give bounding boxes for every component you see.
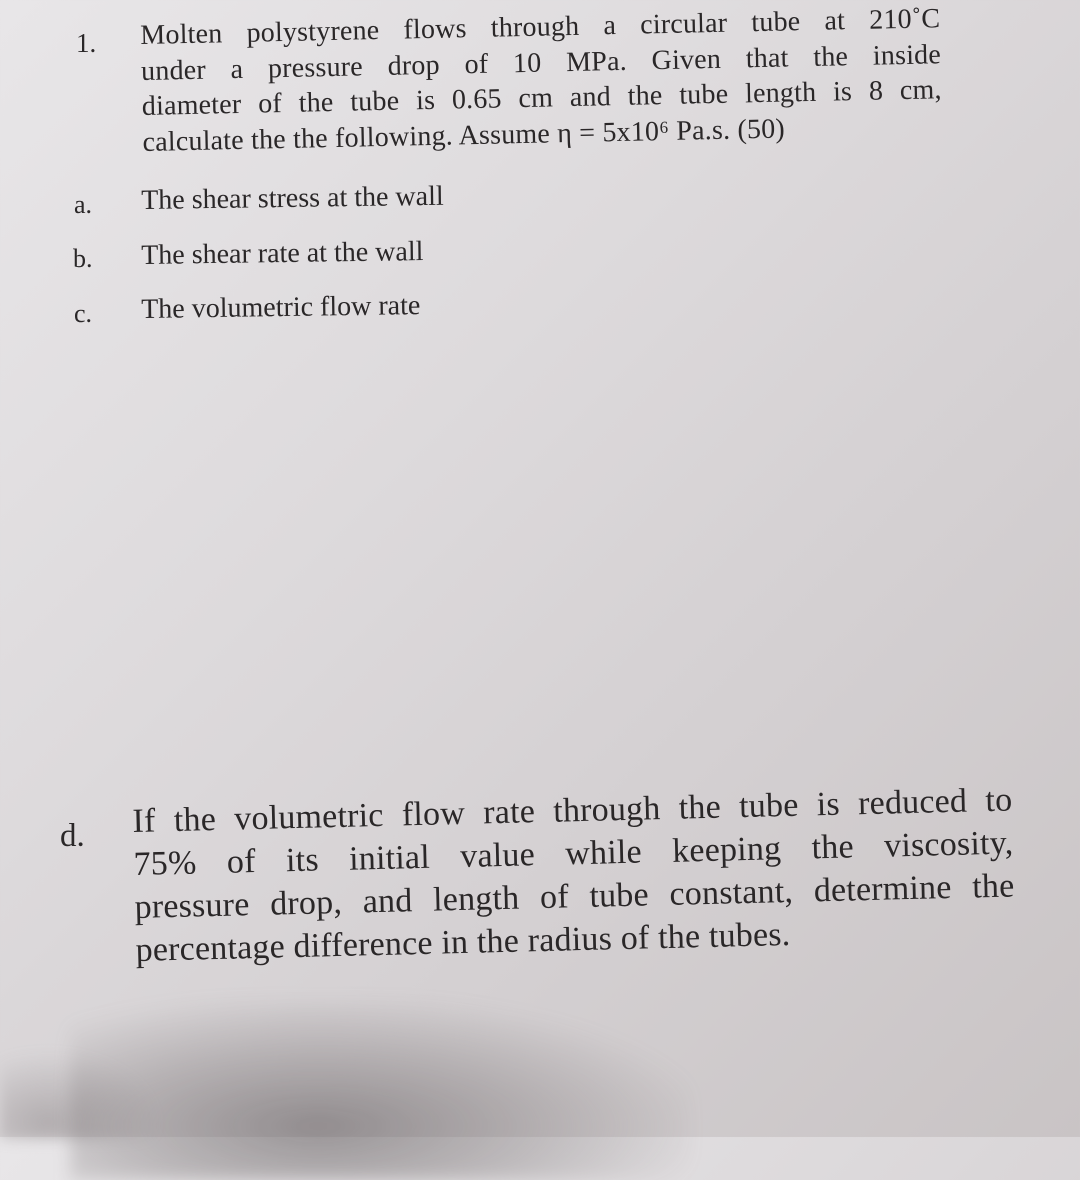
hand-shadow bbox=[70, 1000, 690, 1180]
part-d-line-3: pressure drop, and length of tube constant, determine the bbox=[134, 867, 1015, 926]
part-d-label: d. bbox=[60, 818, 85, 854]
question-1-text bbox=[140, 1, 943, 160]
question-1-line-2: under a pressure drop of 10 MPa. Given that the inside bbox=[140, 38, 942, 87]
part-b-label: b. bbox=[73, 244, 93, 273]
part-d-line-2: 75% of its initial value while keeping the viscosity, bbox=[133, 824, 1014, 883]
part-d-text bbox=[132, 778, 1016, 971]
part-c-text: The volumetric flow rate bbox=[141, 290, 421, 325]
part-d-line-4: percentage difference in the radius of the tubes. bbox=[135, 915, 791, 969]
part-a-label: a. bbox=[74, 190, 93, 219]
part-d-line-1: If the volumetric flow rate through the tube is reduced to bbox=[132, 781, 1013, 840]
question-1-line-1: Molten polystyrene flows through a circular tube at 210˚C bbox=[140, 3, 941, 51]
question-number: 1. bbox=[76, 28, 97, 58]
part-a-text: The shear stress at the wall bbox=[141, 180, 444, 216]
part-c-label: c. bbox=[74, 299, 93, 328]
question-1-line-3: diameter of the tube is 0.65 cm and the tube length is 8 cm, bbox=[141, 74, 943, 122]
part-b-text: The shear rate at the wall bbox=[141, 236, 424, 271]
question-1-line-4: calculate the the following. Assume η = 5x10⁶ Pa.s. (50) bbox=[142, 113, 786, 158]
